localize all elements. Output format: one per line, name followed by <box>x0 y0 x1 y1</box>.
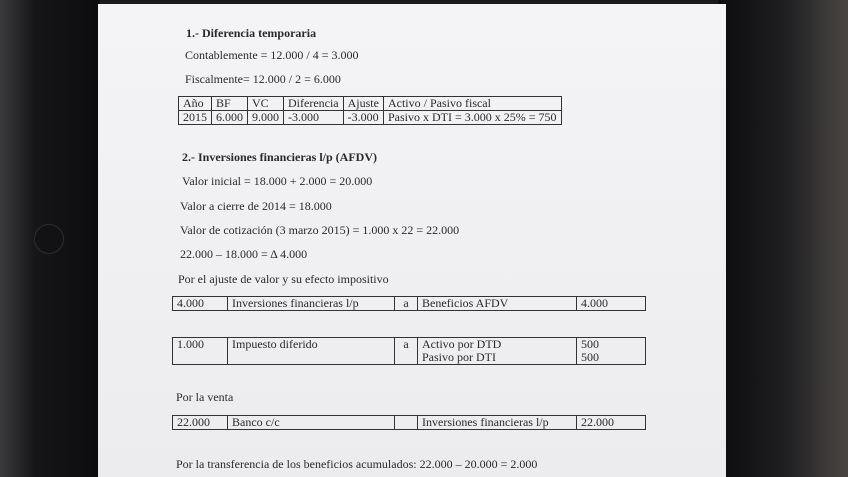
journal-entry-ajuste <box>172 296 646 311</box>
table-cell: 22.000 <box>173 416 228 430</box>
tablet-bezel-left <box>0 0 100 477</box>
table-row <box>173 416 646 430</box>
table-cell: 2015 <box>179 111 212 125</box>
table-header-cell: Activo / Pasivo fiscal <box>383 97 561 111</box>
table-cell: Pasivo x DTI = 3.000 x 25% = 750 <box>383 111 561 125</box>
fiscal-line: Fiscalmente= 12.000 / 2 = 6.000 <box>185 72 341 86</box>
credit-account: Activo por DTD <box>422 337 502 351</box>
table-cell <box>577 338 646 365</box>
valor-cierre-line: Valor a cierre de 2014 = 18.000 <box>180 199 332 213</box>
table-cell: -3.000 <box>343 111 383 125</box>
ajuste-intro-line: Por el ajuste de valor y su efecto impositivo <box>178 272 389 286</box>
document-page <box>98 4 726 477</box>
table-cell: 1.000 <box>173 338 228 365</box>
contable-line: Contablemente = 12.000 / 4 = 3.000 <box>185 48 359 62</box>
venta-intro-line: Por la venta <box>176 390 234 404</box>
credit-account: Pasivo por DTI <box>422 350 496 364</box>
table-cell: Inversiones financieras l/p <box>418 416 577 430</box>
table-header-cell: Año <box>179 97 212 111</box>
table-cell <box>395 416 418 430</box>
diferencia-line: 22.000 – 18.000 = Δ 4.000 <box>180 247 308 261</box>
table-header-cell: Diferencia <box>284 97 344 111</box>
tablet-bezel-right <box>718 0 848 477</box>
table-cell: -3.000 <box>284 111 344 125</box>
table-header-cell: BF <box>212 97 248 111</box>
table-header-cell: VC <box>248 97 284 111</box>
journal-entry-impuesto <box>172 337 646 365</box>
credit-amount: 500 <box>581 337 599 351</box>
table-header-row <box>179 97 562 111</box>
table-row <box>173 297 646 311</box>
table-cell: 4.000 <box>577 297 646 311</box>
section-1-title: 1.- Diferencia temporaria <box>186 26 317 40</box>
journal-entry-venta <box>172 415 646 430</box>
section-2-title: 2.- Inversiones financieras l/p (AFDV) <box>182 150 377 164</box>
camera-icon <box>34 224 64 254</box>
table-cell: Banco c/c <box>228 416 395 430</box>
valor-cotizacion-line: Valor de cotización (3 marzo 2015) = 1.000 x 22 = 22.000 <box>180 223 460 237</box>
valor-inicial-line: Valor inicial = 18.000 + 2.000 = 20.000 <box>182 174 373 188</box>
table-cell: a <box>395 338 418 365</box>
table-cell: 6.000 <box>212 111 248 125</box>
table-cell: Impuesto diferido <box>228 338 395 365</box>
table-cell: Inversiones financieras l/p <box>228 297 395 311</box>
table-cell: 22.000 <box>577 416 646 430</box>
table-cell: a <box>395 297 418 311</box>
transferencia-line: Por la transferencia de los beneficios acumulados: 22.000 – 20.000 = 2.000 <box>176 457 538 471</box>
diferencia-table <box>178 96 562 125</box>
table-cell: Beneficios AFDV <box>418 297 577 311</box>
table-row <box>173 338 646 365</box>
credit-amount: 500 <box>581 350 599 364</box>
table-header-cell: Ajuste <box>343 97 383 111</box>
table-cell: 9.000 <box>248 111 284 125</box>
table-row <box>179 111 562 125</box>
table-cell <box>418 338 577 365</box>
table-cell: 4.000 <box>173 297 228 311</box>
